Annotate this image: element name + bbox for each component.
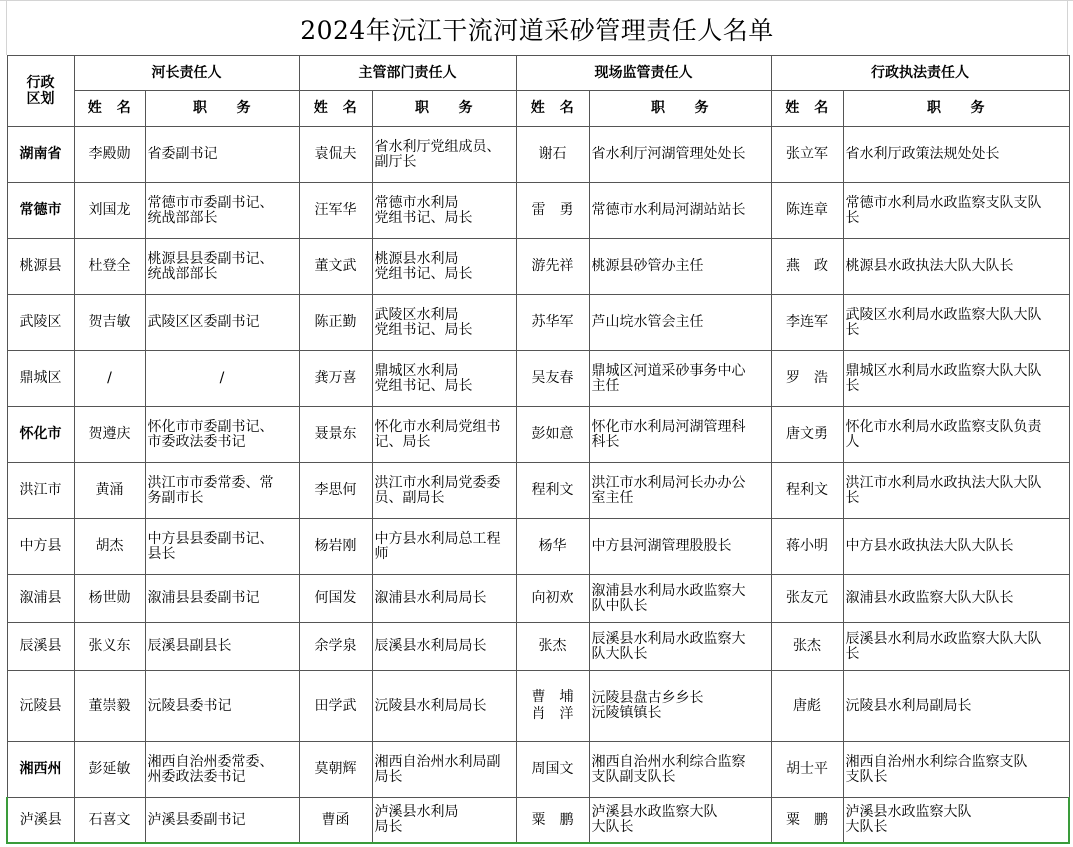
table-row	[7, 295, 1069, 351]
region-header[interactable]	[7, 56, 74, 127]
duty-cell[interactable]: /	[145, 351, 299, 407]
table-row	[7, 742, 1069, 798]
duty-column-header[interactable]: 职 务	[145, 91, 299, 127]
name-column-header[interactable]: 姓 名	[516, 91, 589, 127]
duty-cell[interactable]: 泸溪县委副书记	[145, 798, 299, 844]
name-cell[interactable]: 蒋小明	[771, 519, 843, 575]
name-cell[interactable]: 何国发	[299, 575, 372, 623]
group-header-enforcement[interactable]: 行政执法责任人	[771, 56, 1069, 91]
duty-cell[interactable]: 怀化市水利局水政监察支队负责 人	[843, 407, 1069, 463]
region-cell[interactable]: 湖南省	[7, 127, 74, 183]
duty-cell[interactable]: 辰溪县副县长	[145, 623, 299, 671]
subheader-row	[7, 91, 1069, 127]
table-row	[7, 239, 1069, 295]
duty-cell[interactable]: 中方县水政执法大队大队长	[843, 519, 1069, 575]
duty-cell[interactable]: 泸溪县水利局 局长	[372, 798, 516, 844]
duty-cell[interactable]: 洪江市水利局党委委 员、副局长	[372, 463, 516, 519]
name-cell[interactable]: 汪军华	[299, 183, 372, 239]
name-cell[interactable]: 董崇毅	[74, 671, 145, 742]
duty-cell[interactable]: 武陵区水利局 党组书记、局长	[372, 295, 516, 351]
name-cell[interactable]: 苏华军	[516, 295, 589, 351]
duty-cell[interactable]: 桃源县砂管办主任	[589, 239, 771, 295]
duty-cell[interactable]: 沅陵县委书记	[145, 671, 299, 742]
duty-cell[interactable]: 湘西自治州水利综合监察 支队副支队长	[589, 742, 771, 798]
duty-cell[interactable]: 辰溪县水利局水政监察大 队大队长	[589, 623, 771, 671]
name-cell[interactable]: 杨岩刚	[299, 519, 372, 575]
duty-column-header[interactable]: 职 务	[843, 91, 1069, 127]
duty-cell[interactable]: 常德市水利局河湖站站长	[589, 183, 771, 239]
name-cell[interactable]: 刘国龙	[74, 183, 145, 239]
name-cell[interactable]: 莫朝辉	[299, 742, 372, 798]
duty-cell[interactable]: 泸溪县水政监察大队 大队长	[589, 798, 771, 844]
name-cell[interactable]: 董文武	[299, 239, 372, 295]
duty-cell[interactable]: 怀化市市委副书记、 市委政法委书记	[145, 407, 299, 463]
duty-cell[interactable]: 溆浦县水利局水政监察大 队中队长	[589, 575, 771, 623]
name-cell[interactable]: 曹 埔 肖 洋	[516, 671, 589, 742]
header-row	[7, 56, 1069, 91]
duty-cell[interactable]: 常德市水利局 党组书记、局长	[372, 183, 516, 239]
duty-column-header[interactable]: 职 务	[372, 91, 516, 127]
duty-cell[interactable]: 辰溪县水利局局长	[372, 623, 516, 671]
duty-cell[interactable]: 溆浦县县委副书记	[145, 575, 299, 623]
duty-cell[interactable]: 沅陵县水利局局长	[372, 671, 516, 742]
name-cell[interactable]: 彭延敏	[74, 742, 145, 798]
name-cell[interactable]: 胡杰	[74, 519, 145, 575]
duty-cell[interactable]: 辰溪县水利局水政监察大队大队 长	[843, 623, 1069, 671]
table-row	[7, 671, 1069, 742]
table-row	[7, 623, 1069, 671]
name-cell[interactable]: 陈连章	[771, 183, 843, 239]
name-cell[interactable]: 石喜文	[74, 798, 145, 844]
duty-cell[interactable]: 中方县河湖管理股股长	[589, 519, 771, 575]
region-cell[interactable]: 怀化市	[7, 407, 74, 463]
name-cell[interactable]: 袁侃夫	[299, 127, 372, 183]
name-cell[interactable]: /	[74, 351, 145, 407]
region-cell[interactable]: 常德市	[7, 183, 74, 239]
region-cell[interactable]: 沅陵县	[7, 671, 74, 742]
group-header-department[interactable]: 主管部门责任人	[299, 56, 516, 91]
duty-cell[interactable]: 湘西自治州水利局副 局长	[372, 742, 516, 798]
name-cell[interactable]: 唐文勇	[771, 407, 843, 463]
region-cell[interactable]: 桃源县	[7, 239, 74, 295]
duty-cell[interactable]: 武陵区区委副书记	[145, 295, 299, 351]
name-cell[interactable]: 雷 勇	[516, 183, 589, 239]
name-cell[interactable]: 张杰	[771, 623, 843, 671]
region-header-label: 行政 区划	[26, 75, 55, 107]
document-title: 2024年沅江干流河道采砂管理责任人名单	[300, 16, 774, 45]
duty-cell[interactable]: 省水利厅政策法规处处长	[843, 127, 1069, 183]
name-cell[interactable]: 粟 鹏	[771, 798, 843, 844]
duty-cell[interactable]: 鼎城区水利局水政监察大队大队 长	[843, 351, 1069, 407]
name-cell[interactable]: 向初欢	[516, 575, 589, 623]
duty-cell[interactable]: 鼎城区水利局 党组书记、局长	[372, 351, 516, 407]
duty-cell[interactable]: 洪江市水利局河长办办公 室主任	[589, 463, 771, 519]
region-cell[interactable]: 中方县	[7, 519, 74, 575]
region-cell[interactable]: 鼎城区	[7, 351, 74, 407]
name-cell[interactable]: 周国文	[516, 742, 589, 798]
duty-cell[interactable]: 溆浦县水利局局长	[372, 575, 516, 623]
duty-cell[interactable]: 沅陵县水利局副局长	[843, 671, 1069, 742]
name-cell[interactable]: 张杰	[516, 623, 589, 671]
duty-cell[interactable]: 省水利厅河湖管理处处长	[589, 127, 771, 183]
duty-cell[interactable]: 芦山垸水管会主任	[589, 295, 771, 351]
name-cell[interactable]: 杨世勋	[74, 575, 145, 623]
duty-cell[interactable]: 怀化市水利局党组书 记、局长	[372, 407, 516, 463]
table-row	[7, 798, 1069, 844]
duty-cell[interactable]: 湘西自治州水利综合监察支队 支队长	[843, 742, 1069, 798]
name-cell[interactable]: 燕 政	[771, 239, 843, 295]
name-cell[interactable]: 吴友春	[516, 351, 589, 407]
table-row	[7, 127, 1069, 183]
name-column-header[interactable]: 姓 名	[74, 91, 145, 127]
name-cell[interactable]: 粟 鹏	[516, 798, 589, 844]
name-cell[interactable]: 彭如意	[516, 407, 589, 463]
name-cell[interactable]: 杜登全	[74, 239, 145, 295]
group-header-supervision[interactable]: 现场监管责任人	[516, 56, 771, 91]
table-row	[7, 351, 1069, 407]
region-cell[interactable]: 泸溪县	[7, 798, 74, 844]
name-column-header[interactable]: 姓 名	[771, 91, 843, 127]
name-cell[interactable]: 谢石	[516, 127, 589, 183]
duty-cell[interactable]: 常德市水利局水政监察支队支队 长	[843, 183, 1069, 239]
name-cell[interactable]: 李思何	[299, 463, 372, 519]
duty-cell[interactable]: 桃源县县委副书记、 统战部部长	[145, 239, 299, 295]
duty-cell[interactable]: 常德市市委副书记、 统战部部长	[145, 183, 299, 239]
name-cell[interactable]: 陈正勤	[299, 295, 372, 351]
name-cell[interactable]: 杨华	[516, 519, 589, 575]
table-row	[7, 407, 1069, 463]
duty-cell[interactable]: 怀化市水利局河湖管理科 科长	[589, 407, 771, 463]
duty-cell[interactable]: 中方县县委副书记、 县长	[145, 519, 299, 575]
duty-cell[interactable]: 泸溪县水政监察大队 大队长	[843, 798, 1069, 844]
duty-cell[interactable]: 武陵区水利局水政监察大队大队 长	[843, 295, 1069, 351]
duty-cell[interactable]: 洪江市市委常委、常 务副市长	[145, 463, 299, 519]
name-cell[interactable]: 聂景东	[299, 407, 372, 463]
table-row	[7, 463, 1069, 519]
region-cell[interactable]: 武陵区	[7, 295, 74, 351]
gridline	[0, 0, 1073, 1]
name-cell[interactable]: 田学武	[299, 671, 372, 742]
name-cell[interactable]: 龚万喜	[299, 351, 372, 407]
name-cell[interactable]: 胡士平	[771, 742, 843, 798]
name-cell[interactable]: 李连军	[771, 295, 843, 351]
region-cell[interactable]: 洪江市	[7, 463, 74, 519]
name-cell[interactable]: 唐彪	[771, 671, 843, 742]
region-cell[interactable]: 辰溪县	[7, 623, 74, 671]
duty-cell[interactable]: 沅陵县盘古乡乡长 沅陵镇镇长	[589, 671, 771, 742]
duty-cell[interactable]: 中方县水利局总工程 师	[372, 519, 516, 575]
responsibility-table	[6, 55, 1070, 844]
name-cell[interactable]: 张立军	[771, 127, 843, 183]
name-cell[interactable]: 游先祥	[516, 239, 589, 295]
name-column-header[interactable]: 姓 名	[299, 91, 372, 127]
name-cell[interactable]: 张友元	[771, 575, 843, 623]
name-cell[interactable]: 余学泉	[299, 623, 372, 671]
duty-cell[interactable]: 省委副书记	[145, 127, 299, 183]
table-row	[7, 519, 1069, 575]
name-cell[interactable]: 曹函	[299, 798, 372, 844]
duty-cell[interactable]: 溆浦县水政监察大队大队长	[843, 575, 1069, 623]
duty-column-header[interactable]: 职 务	[589, 91, 771, 127]
region-cell[interactable]: 湘西州	[7, 742, 74, 798]
table-body	[7, 56, 1069, 844]
duty-cell[interactable]: 桃源县水利局 党组书记、局长	[372, 239, 516, 295]
name-cell[interactable]: 罗 浩	[771, 351, 843, 407]
name-cell[interactable]: 李殿勋	[74, 127, 145, 183]
name-cell[interactable]: 黄涌	[74, 463, 145, 519]
duty-cell[interactable]: 湘西自治州委常委、 州委政法委书记	[145, 742, 299, 798]
group-header-river-chief[interactable]: 河长责任人	[74, 56, 299, 91]
name-cell[interactable]: 张义东	[74, 623, 145, 671]
name-cell[interactable]: 贺吉敏	[74, 295, 145, 351]
duty-cell[interactable]: 桃源县水政执法大队大队长	[843, 239, 1069, 295]
name-cell[interactable]: 程利文	[516, 463, 589, 519]
table-row	[7, 575, 1069, 623]
duty-cell[interactable]: 鼎城区河道采砂事务中心 主任	[589, 351, 771, 407]
name-cell[interactable]: 程利文	[771, 463, 843, 519]
table-row	[7, 183, 1069, 239]
duty-cell[interactable]: 洪江市水利局水政执法大队大队 长	[843, 463, 1069, 519]
name-cell[interactable]: 贺遵庆	[74, 407, 145, 463]
region-cell[interactable]: 溆浦县	[7, 575, 74, 623]
duty-cell[interactable]: 省水利厅党组成员、 副厅长	[372, 127, 516, 183]
